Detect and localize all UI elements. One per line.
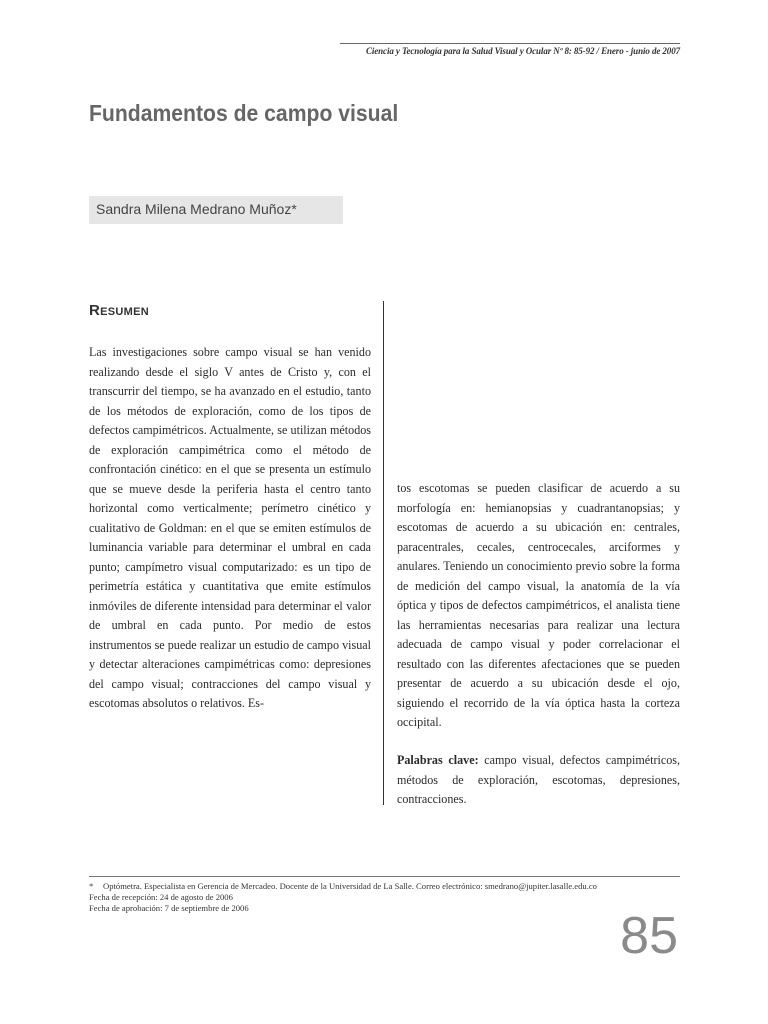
- author-box: [89, 196, 343, 224]
- abstract-paragraph-left: Las investigaciones sobre campo visual se han venido realizando desde el siglo V antes de Cristo y, con el transcurrir del tiempo, se ha avanzado en el estudio, tanto de los métodos de exploración, como de los tipos de defectos campimétricos. Actualmente, se utilizan métodos de exploración campimétrica como el método de confrontación cinético: en el que se presenta un estímulo que se mueve desde la periferia hasta el centro tanto horizontal como verticalmente; perímetro cinético y cualitativo de Goldman: en el que se emiten estímulos de luminancia variable para determinar el umbral en cada punto; campímetro visual computarizado: es un tipo de perimetría estática y cuantitativa que emite estímulos inmóviles de diferente intensidad para determinar el valor de umbral en cada punto. Por medio de estos instrumentos se puede realizar un estudio de campo visual y detectar alteraciones campimétricas como: depresiones del campo visual; contracciones del campo visual y escotomas absolutos o relativos. Es-: [89, 345, 371, 710]
- footnote-star: *: [89, 881, 94, 891]
- footnote-affiliation-text: Optómetra. Especialista en Gerencia de Mercadeo. Docente de la Universidad de La Salle. Correo electrónico: smedrano@jupiter.lasalle.edu.co: [103, 881, 597, 891]
- article-title: Fundamentos de campo visual: [89, 100, 399, 126]
- footnote-approved: Fecha de aprobación: 7 de septiembre de 2006: [89, 903, 249, 913]
- author-name: Sandra Milena Medrano Muñoz*: [96, 201, 297, 217]
- footnotes: [89, 881, 689, 914]
- footnote-received: Fecha de recepción: 24 de agosto de 2006: [89, 892, 233, 902]
- footnote-affiliation: [89, 881, 689, 892]
- keywords-text: campo visual, defectos campimétricos, métodos de exploración, escotomas, depresiones, contracciones.: [397, 753, 680, 806]
- abstract-right-column: [397, 479, 680, 733]
- column-divider: [383, 301, 384, 805]
- footnote-rule: [89, 876, 680, 877]
- page-number: 85: [620, 907, 678, 965]
- abstract-heading: Resumen: [89, 302, 149, 319]
- keywords: [397, 751, 680, 810]
- keywords-label: Palabras clave:: [397, 753, 479, 767]
- header-rule: [340, 43, 680, 44]
- journal-header: Ciencia y Tecnología para la Salud Visual y Ocular Nº 8: 85-92 / Enero - junio de 2007: [365, 46, 680, 56]
- abstract-paragraph-right: tos escotomas se pueden clasificar de acuerdo a su morfología en: hemianopsias y cuadrantanopsias; y escotomas de acuerdo a su ubicación en: centrales, paracentrales, cecales, centrocecales, arciformes y anulares. Teniendo un conocimiento previo sobre la forma de medición del campo visual, la anatomía de la vía óptica y tipos de defectos campimétricos, el analista tiene las herramientas necesarias para realizar una lectura adecuada de campo visual y poder correlacionar el resultado con las diferentes afectaciones que se pueden presentar de acuerdo a su ubicación desde el ojo, siguiendo el recorrido de la vía óptica hasta la corteza occipital.: [397, 481, 680, 729]
- abstract-left-column: [89, 343, 371, 714]
